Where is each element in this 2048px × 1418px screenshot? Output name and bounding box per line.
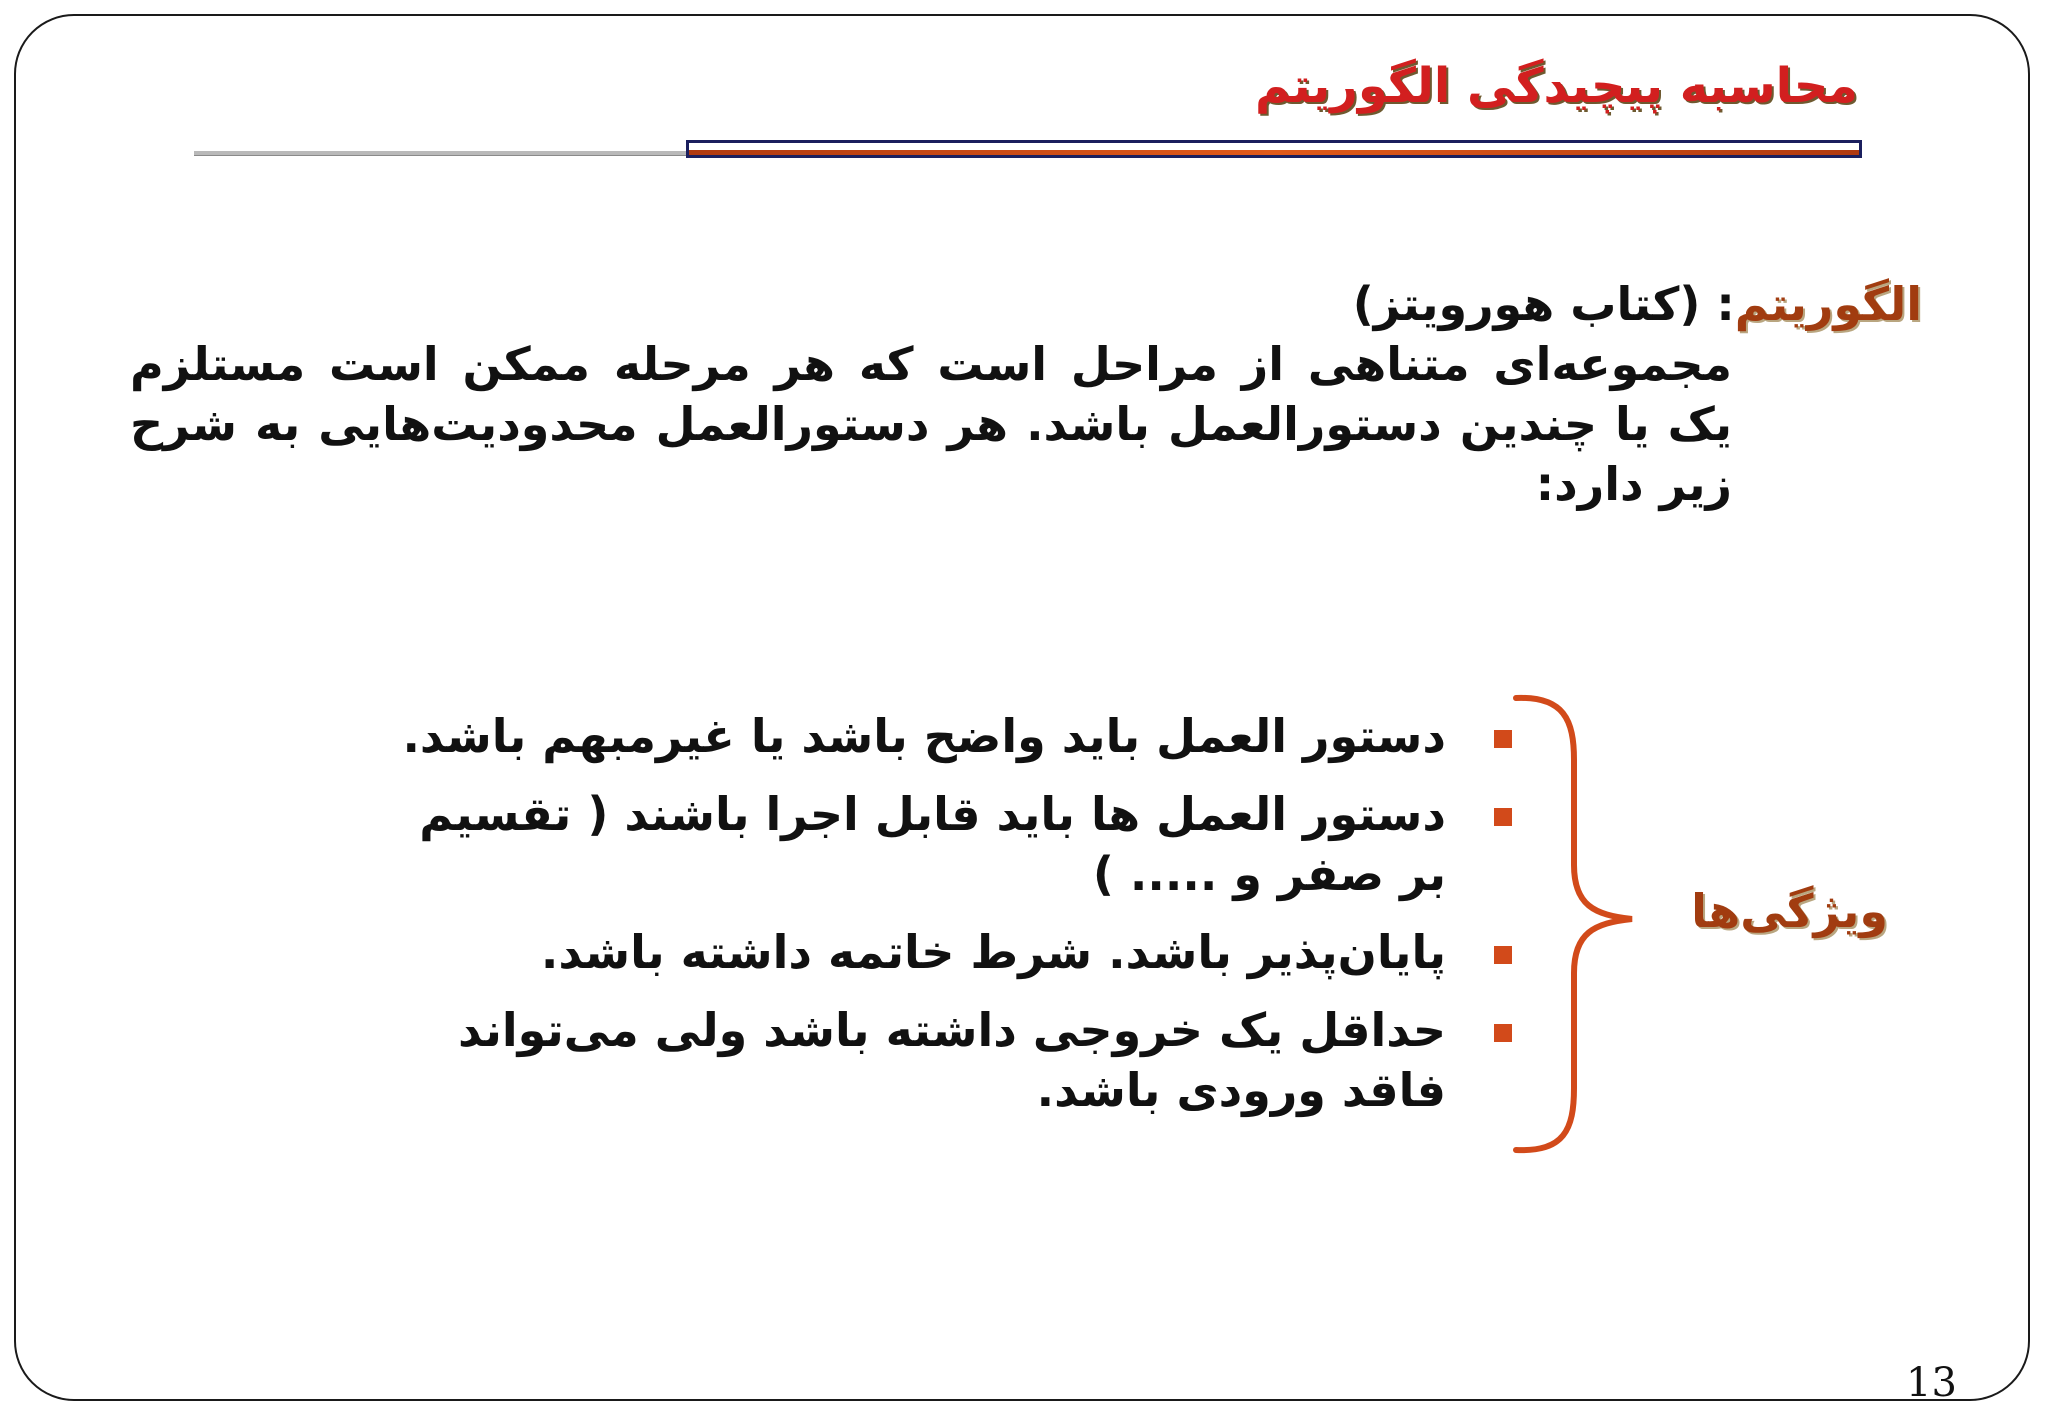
page-number: 13 <box>1906 1360 1957 1406</box>
list-item-text: دستور العمل باید واضح باشد یا غیرمبهم باشد. <box>402 709 1446 763</box>
list-item-text: پایان‌پذیر باشد. شرط خاتمه داشته باشد. <box>540 925 1446 979</box>
list-item <box>386 784 1446 904</box>
definition-source: : (کتاب هورویتز) <box>1352 277 1735 331</box>
list-item <box>386 706 1446 766</box>
features-label: ویژگی‌ها <box>1691 884 1888 938</box>
definition-body: مجموعه‌ای متناهی از مراحل است که هر مرحله ممکن است مستلزم یک یا چندین دستورالعمل باشد. هر دستورالعمل محدودیت‌هایی به شرح زیر دارد: <box>130 337 1732 511</box>
title-rule-accent <box>686 140 1862 158</box>
definition-term: الگوریتم <box>1734 277 1922 331</box>
list-item <box>386 922 1446 982</box>
list-item-text: حداقل یک خروجی داشته باشد ولی می‌تواند فاقد ورودی باشد. <box>458 1003 1446 1117</box>
square-bullet-icon <box>1494 730 1512 748</box>
title-rule-accent-stripe <box>689 150 1859 155</box>
definition-heading <box>130 274 1922 334</box>
definition-block <box>130 274 1922 514</box>
square-bullet-icon <box>1494 946 1512 964</box>
square-bullet-icon <box>1494 808 1512 826</box>
square-bullet-icon <box>1494 1024 1512 1042</box>
slide-title: محاسبه پیچیدگی الگوریتم <box>1254 58 1858 114</box>
features-list <box>212 706 1512 1138</box>
title-rule-gray <box>194 151 690 156</box>
list-item-text: دستور العمل ها باید قابل اجرا باشند ( تقسیم بر صفر و ..... ) <box>419 787 1446 901</box>
list-item <box>386 1000 1446 1120</box>
curly-brace-icon <box>1504 690 1634 1160</box>
